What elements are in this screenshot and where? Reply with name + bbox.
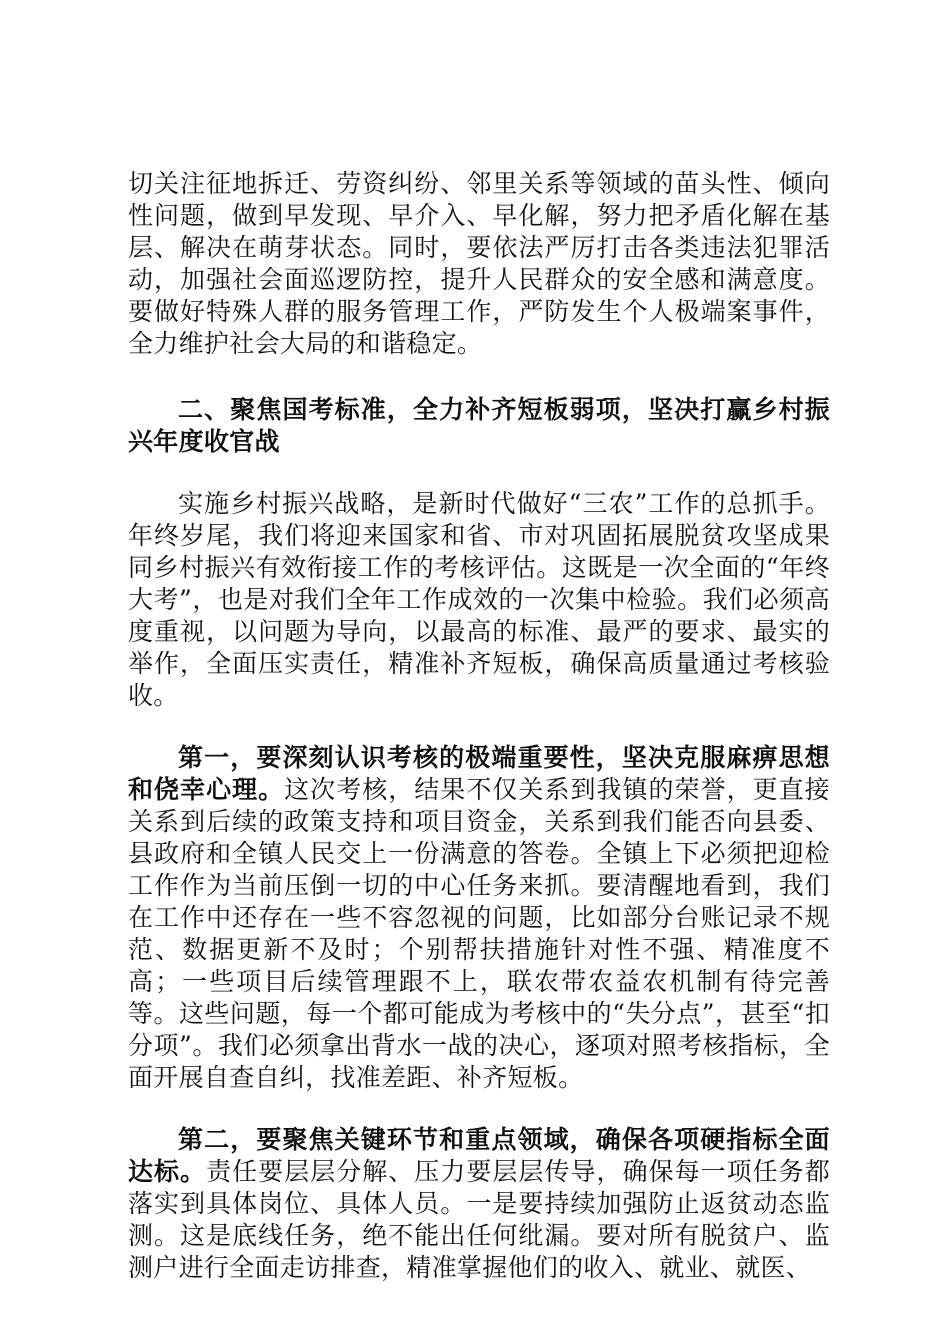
first-point-lead: 第一，要深刻认识考核的极端重要性，坚决克服麻痹思想和侥幸心理。 [128,743,830,804]
second-point-body: 责任要层层分解、压力要层层传导，确保每一项任务都落实到具体岗位、具体人员。一是要持续加强防止返贫动态监测。这是底线任务，绝不能出任何纰漏。要对所有脱贫户、监测户进行全面走访排查，精准掌握他们的收入、就业、就医、 [128,1157,831,1282]
paragraph-continuation: 切关注征地拆迁、劳资纠纷、邻里关系等领域的苗头性、倾向性问题，做到早发现、早介入、早化解，努力把矛盾化解在基层、解决在萌芽状态。同时，要依法严厉打击各类违法犯罪活动，加强社会面巡逻防控，提升人民群众的安全感和满意度。要做好特殊人群的服务管理工作，严防发生个人极端案事件，全力维护社会大局的和谐稳定。 [128,169,830,358]
second-point-lead: 第二，要聚焦关键环节和重点领域，确保各项硬指标全面达标。 [128,1125,830,1186]
section-heading-2: 二、聚焦国考标准，全力补齐短板弱项，坚决打赢乡村振兴年度收官战 [128,395,830,456]
document-page [128,168,830,1284]
paragraph-first-point [128,742,830,1094]
first-point-body: 这次考核，结果不仅关系到我镇的荣誉，更直接关系到后续的政策支持和项目资金，关系到我们能否向县委、县政府和全镇人民交上一份满意的答卷。全镇上下必须把迎检工作作为当前压倒一切的中心任务来抓。要清醒地看到，我们在工作中还存在一些不容忽视的问题，比如部分台账记录不规范、数据更新不及时；个别帮扶措施针对性不强、精准度不高；一些项目后续管理跟不上，联农带农益农机制有待完善等。这些问题，每一个都可能成为考核中的“失分点”，甚至“扣分项”。我们必须拿出背水一战的决心，逐项对照考核指标，全面开展自查自纠，找准差距、补齐短板。 [128,775,830,1092]
paragraph-second-point [128,1124,830,1284]
paragraph-rural-revitalization: 实施乡村振兴战略，是新时代做好“三农”工作的总抓手。年终岁尾，我们将迎来国家和省、市对巩固拓展脱贫攻坚成果同乡村振兴有效衔接工作的考核评估。这既是一次全面的“年终大考”，也是对我们全年工作成效的一次集中检验。我们必须高度重视，以问题为导向，以最高的标准、最严的要求、最实的举作，全面压实责任，精准补齐短板，确保高质量通过考核验收。 [128,489,830,710]
